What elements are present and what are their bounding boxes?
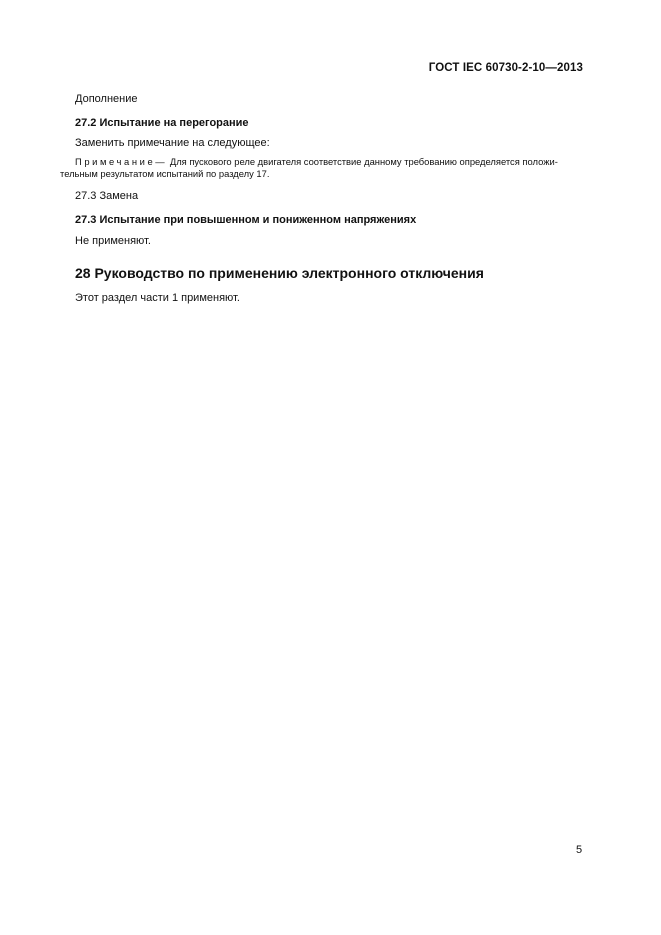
note-line-1 [75, 156, 590, 168]
paragraph-section-applied: Этот раздел части 1 применяют. [75, 292, 240, 304]
heading-28: 28 Руководство по применению электронного отключения [75, 265, 484, 281]
paragraph-27-3-replacement: 27.3 Замена [75, 190, 139, 202]
heading-27-2: 27.2 Испытание на перегорание [75, 117, 249, 129]
page-number: 5 [576, 844, 583, 856]
heading-27-3: 27.3 Испытание при повышенном и пониженном напряжениях [75, 214, 417, 226]
paragraph-addition: Дополнение [75, 93, 138, 105]
note-block [60, 156, 590, 180]
paragraph-replace-note: Заменить примечание на следующее: [75, 137, 270, 149]
page-content [60, 92, 590, 305]
note-label: Примечание— [75, 156, 168, 167]
note-text-line-1: Для пускового реле двигателя соответствие данному требованию определяется положи- [169, 156, 558, 167]
note-text-line-2: тельным результатом испытаний по разделу 17. [60, 168, 270, 179]
document-code-header: ГОСТ IEC 60730-2-10—2013 [428, 62, 583, 74]
paragraph-not-applied: Не применяют. [75, 235, 151, 247]
